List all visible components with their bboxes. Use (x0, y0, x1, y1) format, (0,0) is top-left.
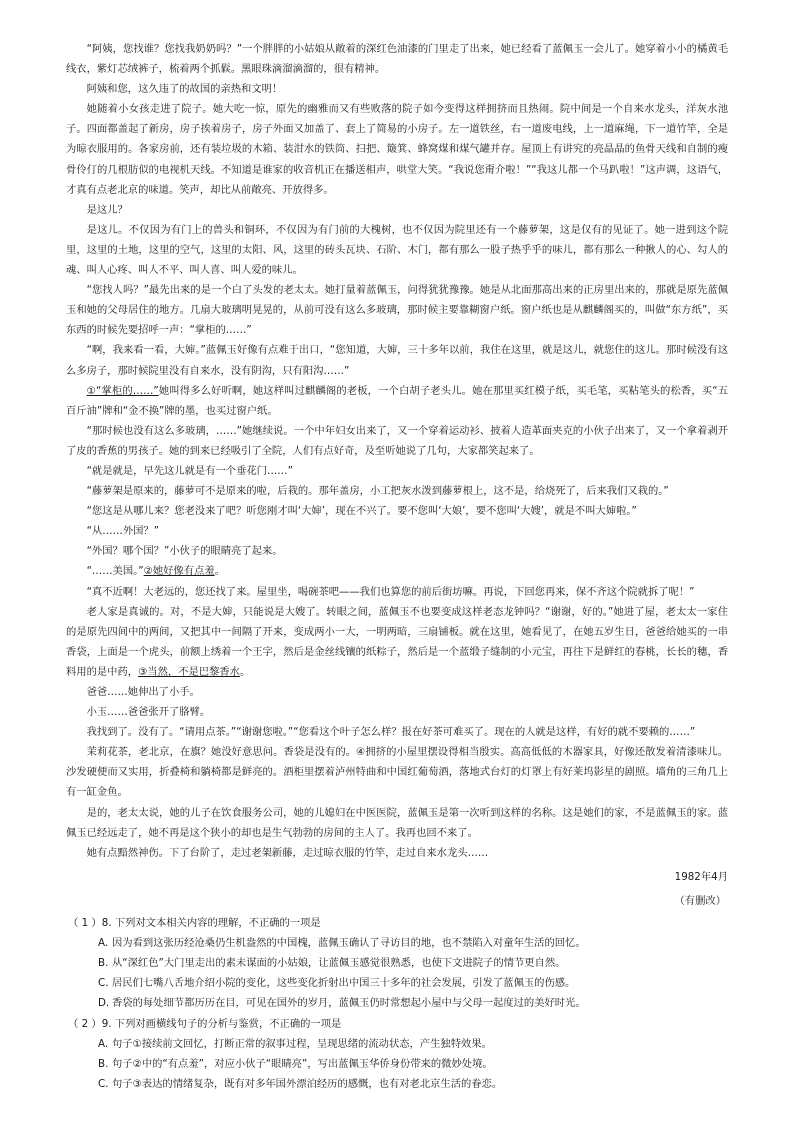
story-paragraph (66, 421, 728, 461)
story-paragraph (66, 843, 728, 863)
story-paragraph (66, 200, 728, 220)
underlined-sentence: ① (86, 384, 96, 397)
text-run: 茉莉花茶，老北京，在旗？她没好意思问。香袋是没有的。④拥挤的小屋里摆设得相当殷实。高高低低的木器家具，好像还散发着清漆味儿。沙发硬便而又实用，折叠椅和躺椅都是鲜亮的。酒柜里摆着泸州特曲和中国红葡萄酒，落地式台灯的灯罩上有好莱坞影星的剧照。墙角的三角几上有一缸金鱼。 (66, 746, 728, 799)
story-paragraph (66, 602, 728, 682)
story-paragraph (66, 99, 728, 199)
story-paragraph (66, 582, 728, 602)
answer-option (66, 1054, 728, 1074)
text-run: 。 (239, 665, 251, 678)
text-run: “就是就是，早先这儿就是有一个垂花门……” (86, 464, 293, 477)
text-run: 她叫得多么好听啊，她这样叫过麒麟阁的老板，一个白胡子老头儿。她在那里买红模子纸，买毛笔，买粘笔头的松香，买“五百斤油”牌和“金不换”牌的墨，也买过窗户纸。 (66, 384, 728, 417)
option-text: 居民们七嘴八舌地介绍小院的变化，这些变化折射出中国三十多年的社会发展，引发了蓝佩玉的伤感。 (112, 977, 576, 990)
option-text: 香袋的每处细节都历历在目，可见在国外的岁月，蓝佩玉仍时常想起小屋中与父母一起度过的美好时光。 (112, 997, 586, 1010)
text-run: “从……外国？” (86, 525, 160, 538)
story-paragraph (66, 803, 728, 843)
text-run: 是这儿？ (86, 203, 128, 216)
answer-option (66, 973, 728, 993)
story-paragraph (66, 501, 728, 521)
option-text: 因为看到这张历经沧桑仍生机盎然的中国槐，蓝佩玉确认了寻访目的地，也不禁陷入对童年生活的回忆。 (112, 937, 586, 950)
option-letter: C. (98, 1077, 109, 1090)
underlined-sentence: ③当然，不是巴黎香水 (138, 665, 240, 678)
story-paragraph (66, 79, 728, 99)
story-paragraph (66, 39, 728, 79)
text-run: 是这儿。不仅因为有门上的兽头和铜环，不仅因为有门前的大槐树，也不仅因为院里还有一个藤萝架，这是仅有的见证了。她一进到这个院里，这里的土地，这里的空气，这里的太阳、风，这里的砖头瓦块、石阶、木门，都有那么一股子热乎乎的味儿，都有那么一种揪人的心、勾人的魂、叫人心疼、叫人不平、叫人喜、叫人爱的味儿。 (66, 223, 728, 277)
answer-option (66, 993, 728, 1013)
text-run: 她有点黯然神伤。下了台阶了，走过老架新藤，走过晾衣服的竹竿，走过自来水龙头…… (86, 846, 489, 859)
option-text: 句子③表达的情绪复杂，既有对多年国外漂泊经历的感慨，也有对老北京生活的眷恋。 (112, 1077, 503, 1090)
option-text: 句子②中的“有点羞”，对应小伙子“眼睛亮”，写出蓝佩玉华侨身份带来的微妙处境。 (112, 1057, 493, 1070)
text-run: 小玉……爸爸张开了胳臂。 (86, 706, 211, 719)
text-run: 。 (214, 565, 225, 578)
story-paragraph (66, 220, 728, 280)
story-paragraph (66, 461, 728, 481)
story-paragraph (66, 280, 728, 340)
story-body (66, 39, 728, 863)
text-run: “……美国。” (86, 565, 144, 578)
story-paragraph (66, 340, 728, 380)
story-paragraph (66, 722, 728, 742)
date-line: 1982年4月 (674, 870, 728, 883)
text-run: 老人家是真诚的。对，不是大婶，只能说是大嫂了。转眼之间，蓝佩玉不也要变成这样老态龙钟吗？“谢谢，好的。”她进了屋，老太太一家住的是原先四间中的两间，又把其中一间隔了开来，变成两小一大，一明两暗，三扇铺板。就在这里，她看见了，在她五岁生日，爸爸给她买的一串香袋，上面是一个虎头，前额上绣着一个王字，然后是金丝线镶的纸粽子，然后是一个蓝缎子缝制的小元宝，再往下是鲜红的春桃，长长的穗，香料用的是中药， (66, 605, 728, 678)
text-run: 爸爸……她伸出了小手。 (86, 686, 200, 698)
answer-option (66, 1034, 728, 1054)
answer-option (66, 953, 728, 973)
text-run: “阿姨，您找谁？您找我奶奶吗？”一个胖胖的小姑娘从敞着的深红色油漆的门里走了出来，她已经看了蓝佩玉一会儿了。她穿着小小的橘黄毛线衣，紫灯芯绒裤子，梳着两个抓鬏。黑眼珠滴溜滴溜的，很有精神。 (66, 43, 728, 76)
option-letter: A. (98, 1037, 109, 1050)
story-paragraph (66, 521, 728, 541)
option-letter: C. (98, 977, 109, 990)
text-run: “您找人吗？”最先出来的是一个白了头发的老太太。她打量着蓝佩玉，问得犹犹豫豫。她是从北面那高出来的正房里出来的，那就是原先蓝佩玉和她的父母居住的地方。几扇大玻璃明晃晃的，从前可没有这么多玻璃，那时候主要靠糊窗户纸。窗户纸也是从麒麟阁买的，叫做“东方纸”，买东西的时候先要招呼一声：“掌柜的……” (66, 284, 728, 337)
text-run: 是的，老太太说，她的儿子在饮食服务公司，她的儿媳妇在中医医院，蓝佩玉是第一次听到这样的名称。这是她们的家，不是蓝佩玉的家。蓝佩玉已经远走了，她不再是这个狭小的却也是生气勃勃的房间的主人了。我再也回不来了。 (66, 806, 728, 839)
option-letter: B. (98, 957, 109, 970)
underlined-sentence: ②她好像有点羞 (143, 565, 215, 578)
answer-option (66, 933, 728, 953)
text-run: 阿姨和您，这久违了的故国的亲热和文明！ (86, 83, 283, 96)
text-run: “您这是从哪儿来？您老没来了吧？听您刚才叫‘大婶’，现在不兴了。要不您叫‘大娘’，要不您叫‘大嫂’，就是不叫大婶啦。” (86, 505, 637, 518)
text-run: 我找到了。没有了。“请用点茶。”“谢谢您啦。”“您看这个叶子怎么样？报在好茶可难买了。现在的人就是这样，有好的就不要赖的……” (86, 726, 696, 739)
story-paragraph (66, 481, 728, 501)
underlined-sentence: “掌柜的……” (95, 384, 159, 397)
story-paragraph (66, 742, 728, 802)
answer-option (66, 1074, 728, 1094)
questions-section (66, 913, 728, 1094)
text-run: “啊，我来看一看，大婶。”蓝佩玉好像有点难于出口，“您知道，大婶，三十多年以前，我住在这里，就是这儿，就您住的这儿。那时候没有这么多房子，那时候院里没有自来水，没有阴沟，只有阳沟……” (66, 344, 728, 377)
story-paragraph (66, 702, 728, 722)
text-run: “真不近啊！大老远的，您还找了来。屋里坐，喝碗茶吧——我们也算您的前后街坊嘛。再说，下回您再来，保不齐这个院就拆了呢！” (86, 585, 695, 598)
text-run: “那时候也没有这么多玻璃，……”她继续说。一个中年妇女出来了，又一个穿着运动衫、披着人造革面夹克的小伙子出来了，又一个拿着剥开了皮的香蕉的男孩子。她的到来已经吸引了全院，人们有点好奇，及至听她说了几句，大家都笑起来了。 (66, 424, 728, 457)
question-stem: （ 1 ）8. 下列对文本相关内容的理解，不正确的一项是 (68, 917, 321, 930)
edit-note: （有删改） (674, 894, 726, 907)
option-text: 句子①接续前文回忆，打断正常的叙事过程，呈现思绪的流动状态，产生独特效果。 (112, 1037, 492, 1050)
option-text: 从“深红色”大门里走出的素未谋面的小姑娘，让蓝佩玉感觉很熟悉，也使下文进院子的情节更自然。 (112, 957, 566, 970)
story-paragraph (66, 381, 728, 421)
option-letter: D. (98, 997, 110, 1010)
story-paragraph (66, 682, 728, 702)
story-paragraph (66, 561, 728, 581)
question-stem: （ 2 ）9. 下列对画横线句子的分析与鉴赏，不正确的一项是 (68, 1017, 342, 1030)
option-letter: B. (98, 1057, 109, 1070)
text-run: 她随着小女孩走进了院子。她大吃一惊，原先的幽雅而又有些败落的院子如今变得这样拥挤而且热闹。院中间是一个自来水龙头，洋灰水池子。四面都盖起了新房，房子挨着房子，房子外面又加盖了、套上了简易的小房子。左一道铁丝，右一道废电线，上一道麻绳，下一道竹竿，全是为晾衣服用的。各家房前，还有装垃圾的木箱、装泔水的铁筒、扫把、簸箕、蜂窝煤和煤气罐并存。屋顶上有讲究的亮晶晶的鱼骨天线和自制的瘦骨伶仃的几根肪似的电视机天线。不知道是谁家的收音机正在播送相声，哄堂大笑。“我说您甭介啦！”“我这儿都一个马趴啦！”这声调，这语气，才真有点老北京的味道。笑声，却比从前敞亮、开放得多。 (66, 103, 728, 196)
option-letter: A. (98, 937, 109, 950)
text-run: “藤萝架是原来的，藤萝可不是原来的啦，后栽的。那年盖房，小工把灰水泼到藤萝根上，这不是，给烧死了，后来我们又栽的。” (86, 485, 669, 498)
text-run: “外国？哪个国？”小伙子的眼睛亮了起来。 (86, 545, 283, 558)
story-paragraph (66, 541, 728, 561)
